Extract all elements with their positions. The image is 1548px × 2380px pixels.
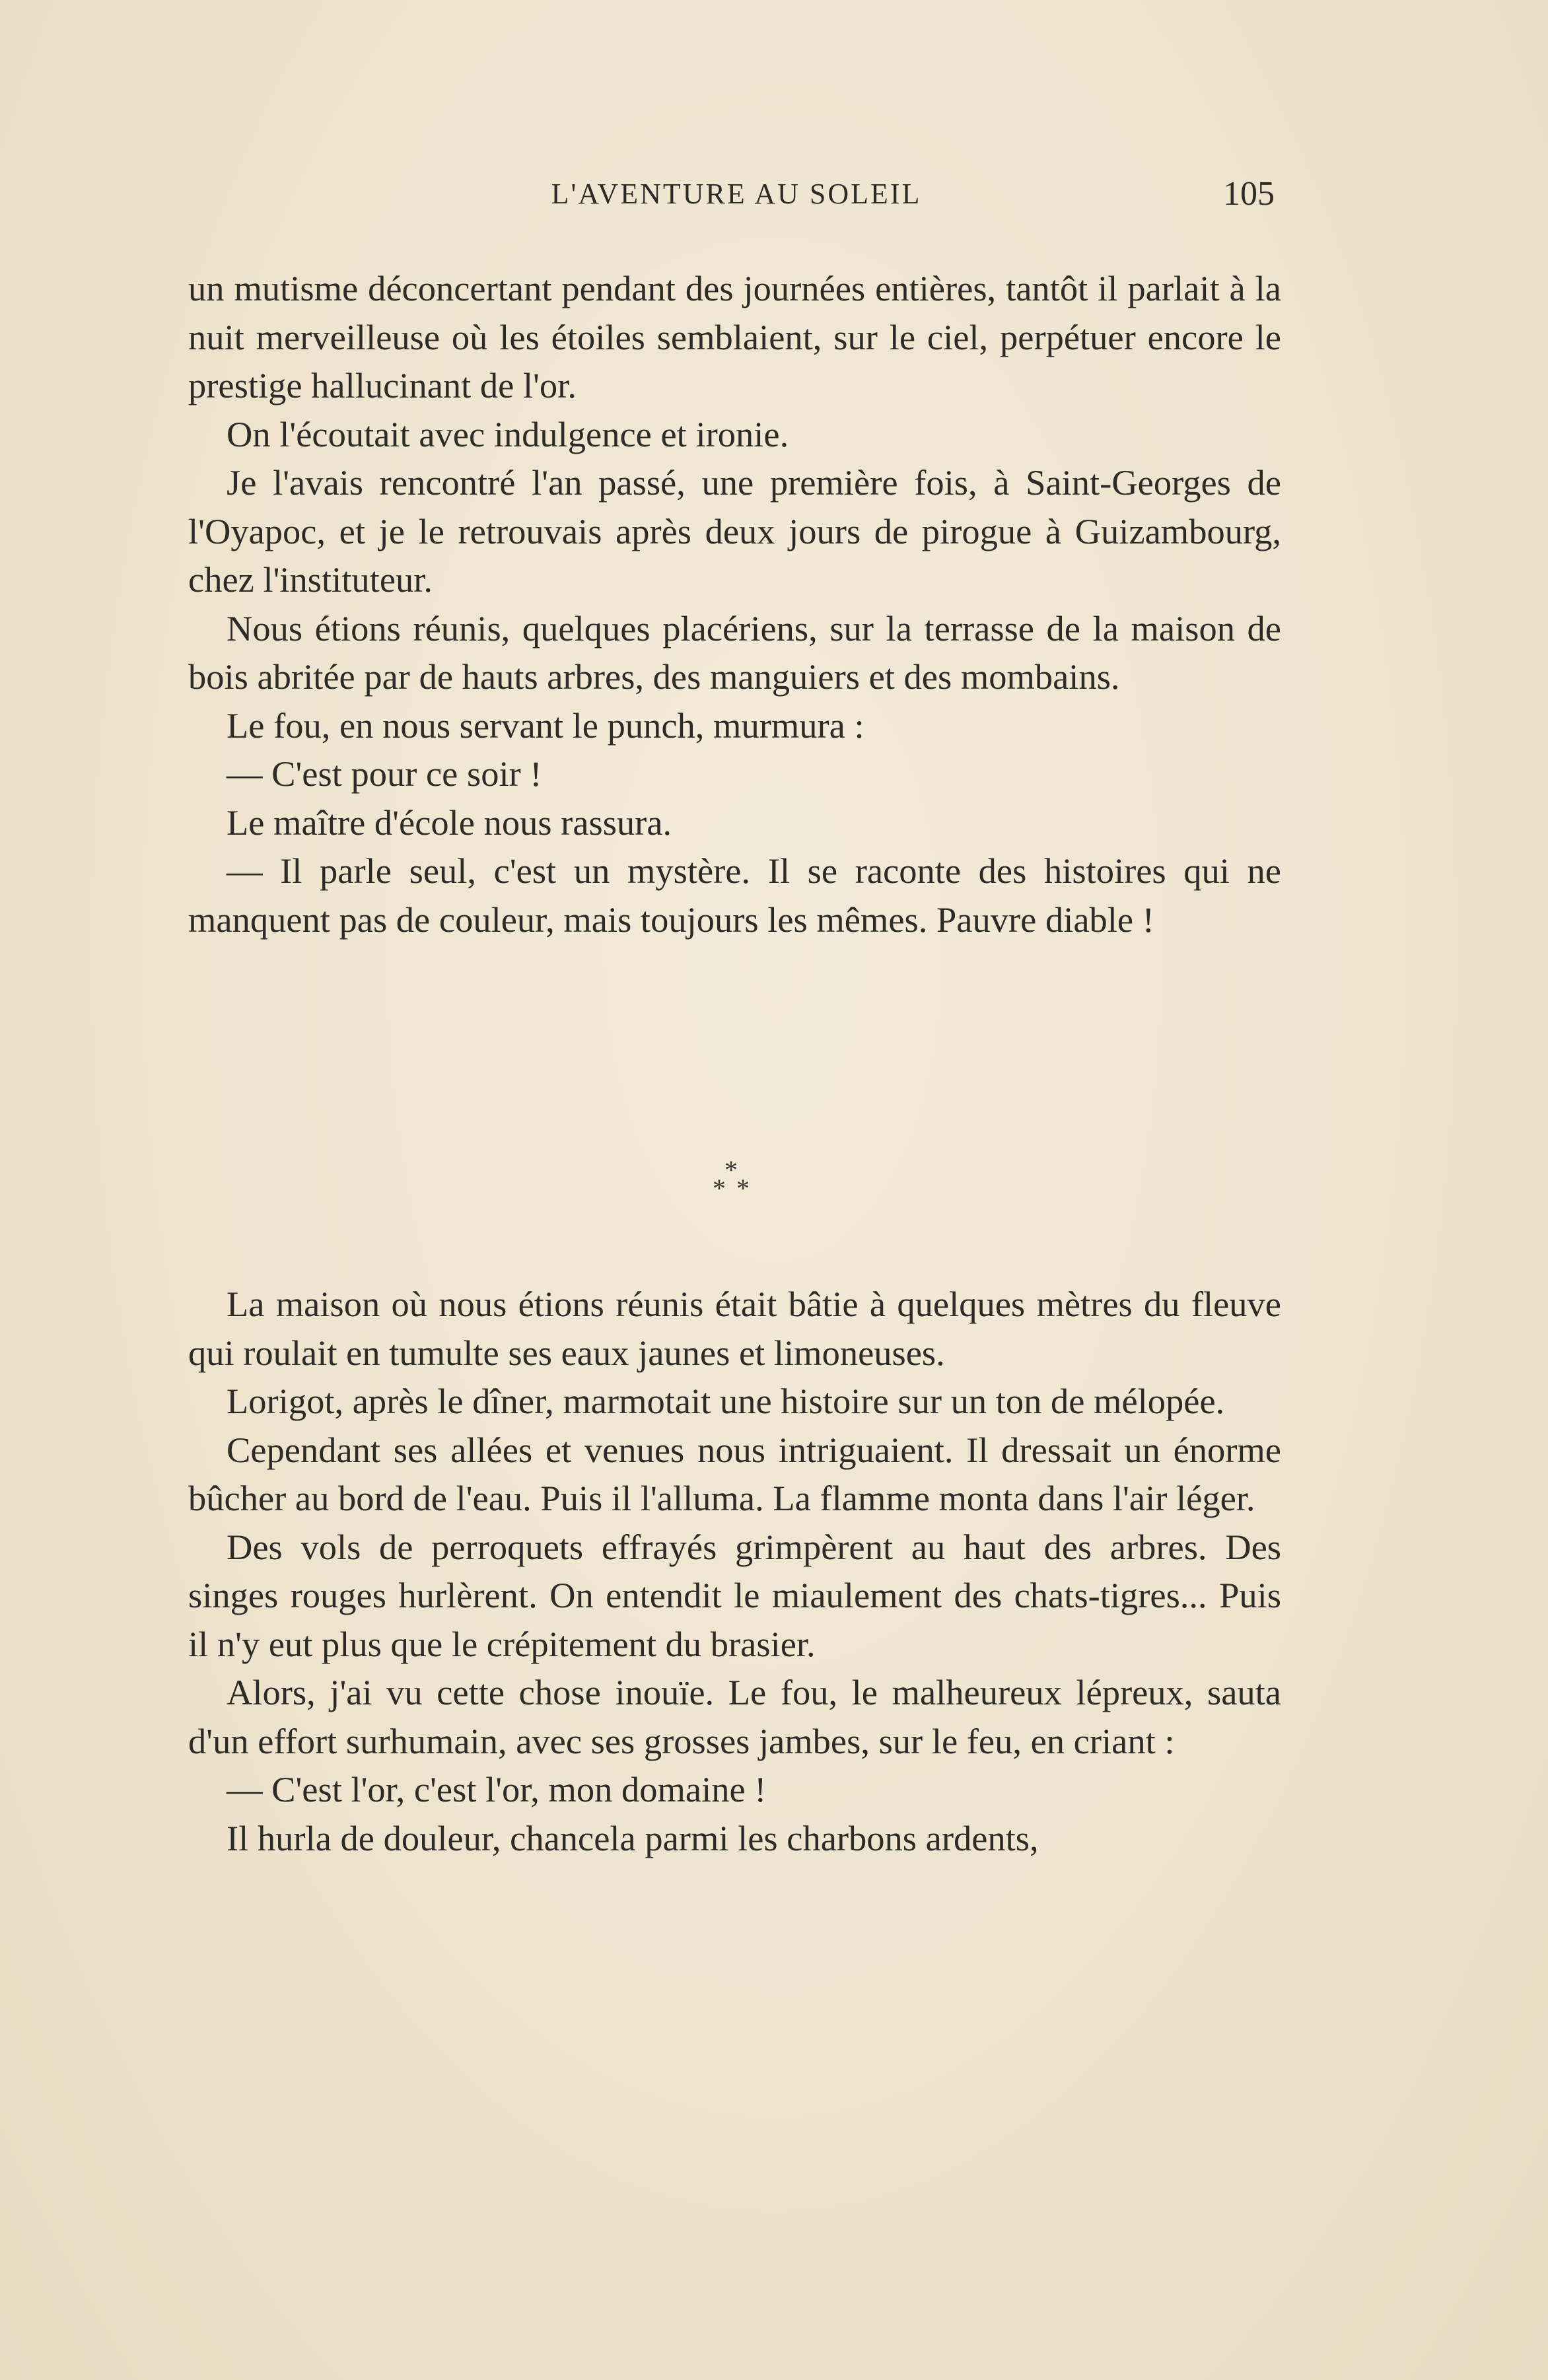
section-break-asterism <box>710 1157 756 1203</box>
paragraph: Cependant ses allées et venues nous intriguaient. Il dressait un énorme bûcher au bord de l'eau. Puis il l'alluma. La flamme monta dans l'air léger. <box>188 1429 1281 1518</box>
asterism-star: * <box>724 1155 738 1185</box>
page-header <box>192 177 1281 217</box>
paragraph: Des vols de perroquets effrayés grimpèrent au haut des arbres. Des singes rouges hurlèrent. On entendit le miaulement des chats-tigres... Puis il n'y eut plus que le crépitement du brasier. <box>188 1526 1281 1664</box>
paragraph: On l'écoutait avec indulgence et ironie. <box>227 413 789 454</box>
paragraph: Le fou, en nous servant le punch, murmura : <box>227 705 864 746</box>
page-number: 105 <box>1223 175 1275 213</box>
running-title: L'AVENTURE AU SOLEIL <box>551 178 922 210</box>
paragraph: Alors, j'ai vu cette chose inouïe. Le fou, le malheureux lépreux, sauta d'un effort surhumain, avec ses grosses jambes, sur le feu, en criant : <box>188 1672 1281 1761</box>
asterism-star: * <box>736 1173 750 1203</box>
paragraph: Nous étions réunis, quelques placériens, sur la terrasse de la maison de bois abritée par de hauts arbres, des manguiers et des mombains. <box>188 608 1281 697</box>
asterism-star: * <box>713 1173 726 1203</box>
paragraph: un mutisme déconcertant pendant des journées entières, tantôt il parlait à la nuit merveilleuse où les étoiles semblaient, sur le ciel, perpétuer encore le prestige hallucinant de l'or. <box>188 268 1281 405</box>
paragraph: La maison où nous étions réunis était bâtie à quelques mètres du fleuve qui roulait en tumulte ses eaux jaunes et limoneuses. <box>188 1284 1281 1373</box>
dialogue-line: — Il parle seul, c'est un mystère. Il se raconte des histoires qui ne manquent pas de couleur, mais toujours les mêmes. Pauvre diable ! <box>188 851 1281 940</box>
dialogue-line: — C'est l'or, c'est l'or, mon domaine ! <box>227 1769 767 1809</box>
text-block-after-break <box>188 1280 1281 1862</box>
paragraph: Lorigot, après le dîner, marmotait une histoire sur un ton de mélopée. <box>227 1381 1225 1421</box>
paragraph: Je l'avais rencontré l'an passé, une première fois, à Saint-Georges de l'Oyapoc, et je le retrouvais après deux jours de pirogue à Guizambourg, chez l'instituteur. <box>188 462 1281 600</box>
dialogue-line: — C'est pour ce soir ! <box>227 753 542 794</box>
text-block-before-break <box>188 264 1281 944</box>
paragraph: Il hurla de douleur, chancela parmi les charbons ardents, <box>227 1817 1039 1858</box>
paragraph: Le maître d'école nous rassura. <box>227 802 672 843</box>
